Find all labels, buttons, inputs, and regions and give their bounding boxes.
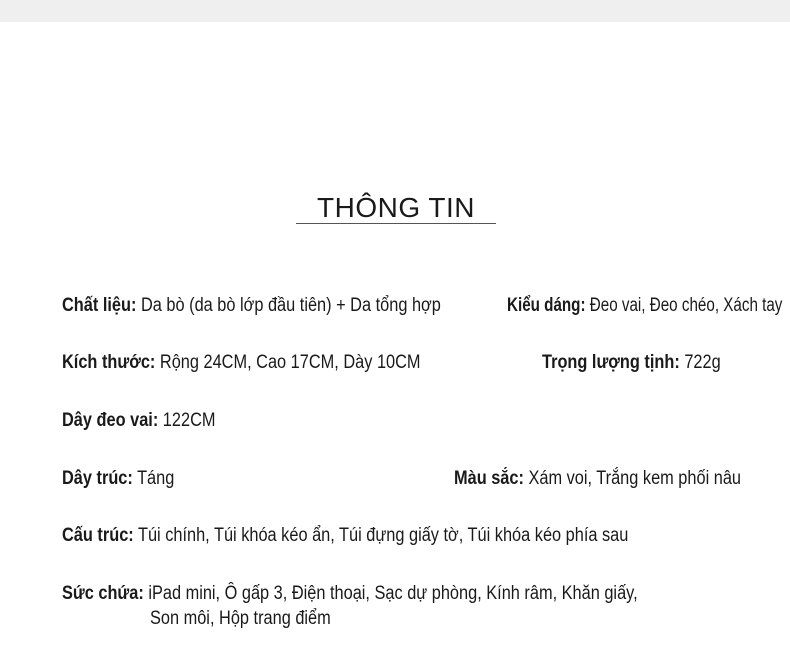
spec-label: Kiểu dáng: <box>507 295 586 316</box>
spec-value: Rộng 24CM, Cao 17CM, Dày 10CM <box>159 352 421 373</box>
spec-label: Sức chứa: <box>62 583 144 604</box>
spec-label: Kích thước: <box>62 352 156 373</box>
spec-value: Táng <box>137 468 175 489</box>
spec-material <box>62 294 441 318</box>
spec-strap <box>62 409 215 433</box>
spec-label: Dây đeo vai: <box>62 410 159 431</box>
section-title: THÔNG TIN <box>317 192 475 223</box>
spec-weight <box>542 351 721 375</box>
spec-label: Cấu trúc: <box>62 525 134 546</box>
spec-bamboo <box>62 467 174 491</box>
top-bar <box>0 0 790 22</box>
spec-label: Dây trúc: <box>62 468 133 489</box>
spec-capacity-cont <box>150 607 331 631</box>
spec-value: Da bò (da bò lớp đầu tiên) + Da tổng hợp <box>140 295 441 316</box>
spec-structure <box>62 524 628 548</box>
spec-value: 722g <box>684 352 721 373</box>
spec-value: 122CM <box>162 410 216 431</box>
spec-value: Đeo vai, Đeo chéo, Xách tay <box>589 295 783 316</box>
spec-value-line1: iPad mini, Ô gấp 3, Điện thoại, Sạc dự phòng, Kính râm, Khăn giấy, <box>148 583 638 604</box>
spec-value: Xám voi, Trắng kem phối nâu <box>528 468 742 489</box>
section-header <box>296 190 496 226</box>
spec-size <box>62 351 421 375</box>
spec-value: Túi chính, Túi khóa kéo ẩn, Túi đựng giấy tờ, Túi khóa kéo phía sau <box>137 525 629 546</box>
spec-style <box>507 294 782 318</box>
spec-color <box>454 467 741 491</box>
spec-value-line2: Son môi, Hộp trang điểm <box>150 608 331 629</box>
title-underline <box>296 223 496 224</box>
spec-label: Chất liệu: <box>62 295 137 316</box>
spec-capacity <box>62 582 638 606</box>
spec-label: Màu sắc: <box>454 468 524 489</box>
spec-label: Trọng lượng tịnh: <box>542 352 680 373</box>
